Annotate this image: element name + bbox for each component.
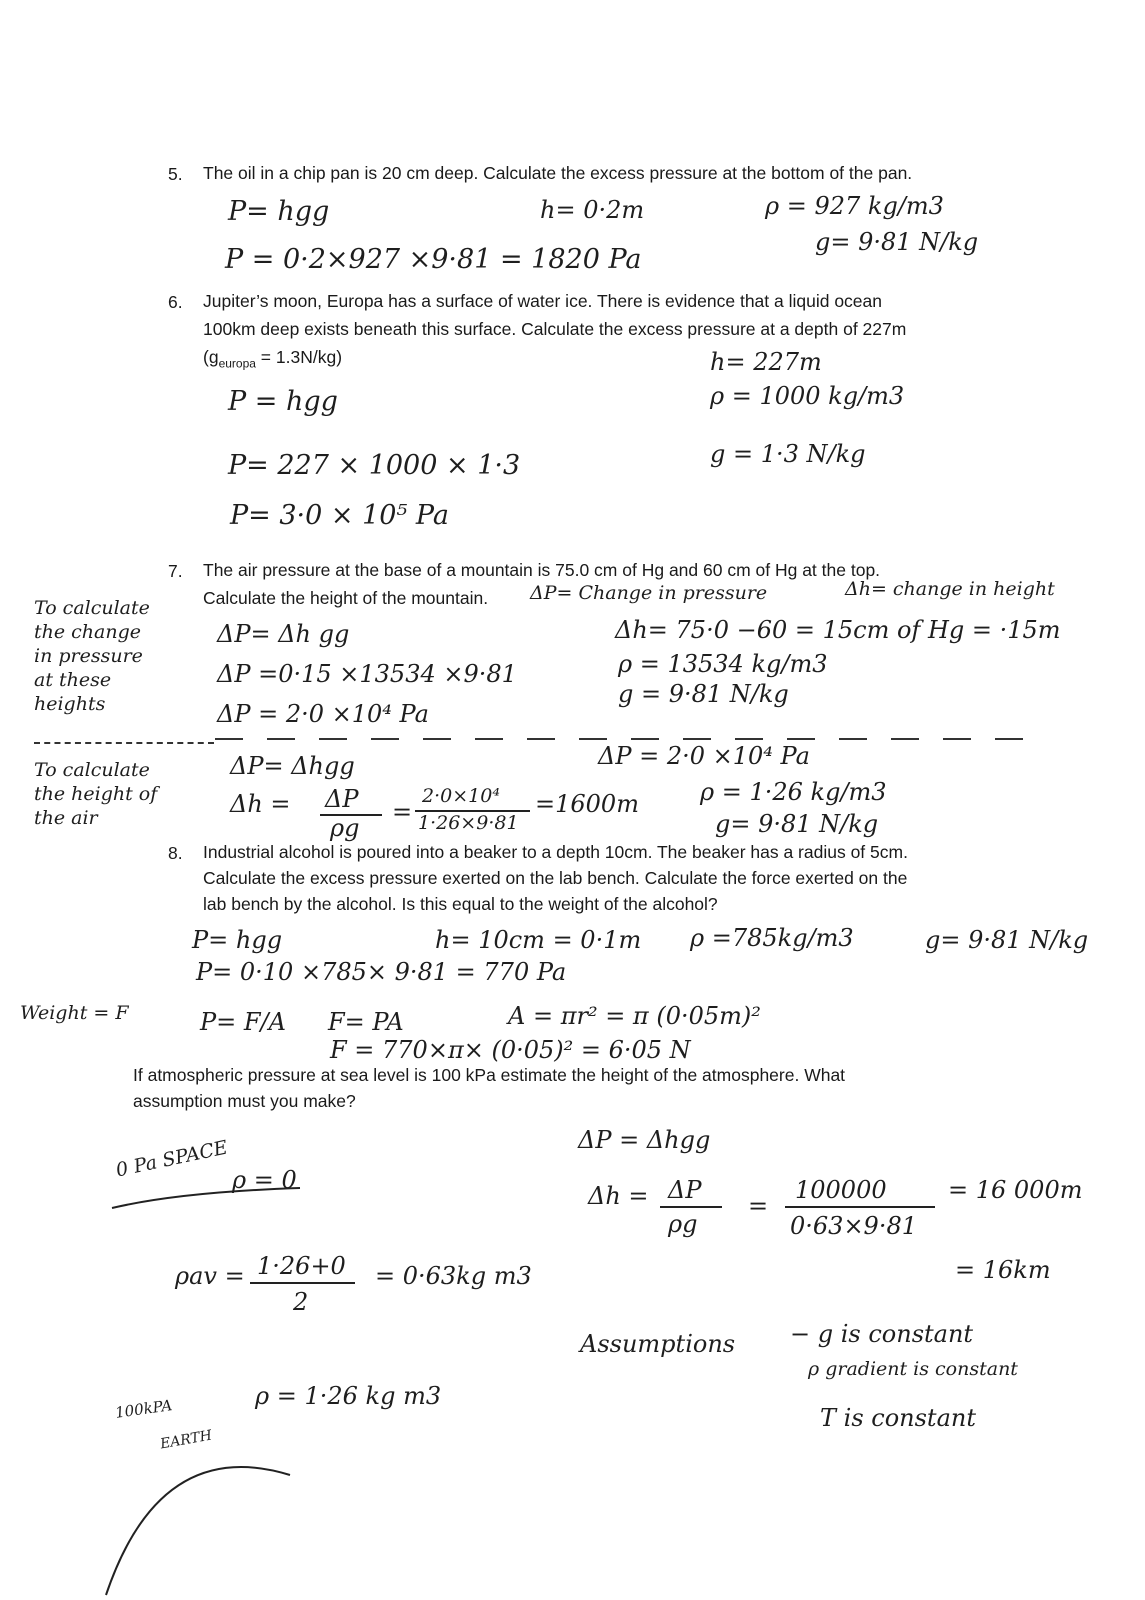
q7-g: g = 9·81 N/kg — [618, 680, 789, 708]
q5-number: 5. — [168, 164, 183, 184]
q5-rho: ρ = 927 kg/m3 — [765, 192, 944, 220]
q5-calc: P = 0·2×927 ×9·81 = 1820 Pa — [225, 244, 642, 275]
q9-rho-earth: ρ = 1·26 kg m3 — [255, 1382, 442, 1410]
q7-dp-formula2: ΔP= Δhgg — [230, 752, 355, 780]
q9-rho-zero: ρ = 0 — [232, 1166, 297, 1194]
separator-dashed-long — [215, 738, 1035, 740]
q9-dh-num: ΔP — [668, 1176, 702, 1204]
q8-margin-weight: Weight = F — [20, 1002, 129, 1024]
q9-line1: If atmospheric pressure at sea level is 100 kPa estimate the height of the atmosphere. What — [133, 1065, 846, 1085]
q7-dh-den: ρg — [330, 814, 360, 842]
q7-dh-result: =1600m — [535, 790, 639, 818]
q8-g: g= 9·81 N/kg — [925, 926, 1089, 954]
q8-line3: lab bench by the alcohol. Is this equal to the weight of the alcohol? — [203, 894, 718, 914]
q6-formula: P = hgg — [228, 386, 338, 417]
q7-dh-eq: = — [392, 798, 413, 826]
q9-dh-bar — [660, 1206, 722, 1208]
q9-rho-av-result: = 0·63kg m3 — [375, 1262, 532, 1290]
q9-assumption-2: ρ gradient is constant — [808, 1358, 1018, 1380]
q6-h: h= 227m — [710, 348, 822, 376]
q7-dh-num: ΔP — [325, 785, 359, 813]
q6-calc: P= 227 × 1000 × 1·3 — [228, 450, 521, 481]
q9-dh-lhs: Δh = — [588, 1182, 649, 1210]
q9-frac-num: 100000 — [795, 1176, 887, 1204]
q7-rho: ρ = 13534 kg/m3 — [618, 650, 828, 678]
q9-result2: = 16km — [955, 1256, 1051, 1284]
q7-def-dh: Δh= change in height — [845, 578, 1055, 600]
q9-earth-label: EARTH — [159, 1427, 214, 1453]
q7-def-dp: ΔP= Change in pressure — [530, 582, 768, 604]
q8-line1: Industrial alcohol is poured into a beaker to a depth 10cm. The beaker has a radius of 5cm. — [203, 842, 908, 862]
q9-space-label: 0 Pa SPACE — [113, 1136, 230, 1182]
separator-dashed — [34, 742, 214, 744]
q5-text: The oil in a chip pan is 20 cm deep. Calculate the excess pressure at the bottom of the pan. — [203, 163, 913, 183]
q5-g: g= 9·81 N/kg — [815, 228, 979, 256]
q7-dh-frac-den: 1·26×9·81 — [418, 812, 519, 834]
q9-result1: = 16 000m — [948, 1176, 1083, 1204]
q8-pfa: P= F/A — [200, 1008, 286, 1036]
q8-rho: ρ =785kg/m3 — [690, 924, 854, 952]
q7-dp-result: ΔP = 2·0 ×10⁴ Pa — [217, 700, 429, 728]
q9-rho-av-den: 2 — [293, 1288, 309, 1316]
q8-fpa: F= PA — [328, 1008, 404, 1036]
q9-frac-den: 0·63×9·81 — [790, 1212, 917, 1240]
q8-calc: P= 0·10 ×785× 9·81 = 770 Pa — [196, 958, 567, 986]
q8-area: A = πr² = π (0·05m)² — [508, 1002, 761, 1030]
q7-number: 7. — [168, 561, 183, 581]
q7-dh-value: Δh= 75·0 −60 = 15cm of Hg = ·15m — [615, 616, 1061, 644]
q7-dp-calc: ΔP =0·15 ×13534 ×9·81 — [217, 660, 517, 688]
q7-g2: g= 9·81 N/kg — [715, 810, 879, 838]
q9-earth-pressure: 100kPA — [114, 1396, 174, 1422]
q9-assumption-1: − g is constant — [790, 1320, 974, 1348]
q5-h: h= 0·2m — [540, 196, 645, 224]
q7-margin-note-2: To calculate the height of the air — [34, 759, 158, 829]
q6-g: g = 1·3 N/kg — [710, 440, 866, 468]
q7-dp-value2: ΔP = 2·0 ×10⁴ Pa — [598, 742, 810, 770]
q8-force: F = 770×π× (0·05)² = 6·05 N — [330, 1036, 691, 1064]
q9-line2: assumption must you make? — [133, 1091, 356, 1111]
q9-dp-formula: ΔP = Δhgg — [578, 1126, 711, 1154]
q7-dp-formula: ΔP= Δh gg — [217, 620, 350, 648]
q8-h: h= 10cm = 0·1m — [435, 926, 642, 954]
q9-assumptions-label: Assumptions — [580, 1330, 736, 1358]
q8-line2: Calculate the excess pressure exerted on the lab bench. Calculate the force exerted on the — [203, 868, 908, 888]
q9-rho-av-bar — [250, 1282, 355, 1284]
q7-dh-lhs: Δh = — [230, 790, 291, 818]
q6-number: 6. — [168, 292, 183, 312]
q9-frac-bar — [785, 1206, 935, 1208]
earth-arc — [100, 1395, 300, 1600]
q9-eq: = — [748, 1192, 769, 1220]
q7-dh-frac-num: 2·0×10⁴ — [422, 785, 500, 807]
q9-rho-av-lhs: ρav = — [175, 1262, 245, 1290]
q6-line3: $(g_{europa} = 1.3N/kg)$ — [203, 347, 343, 371]
q6-rho: ρ = 1000 kg/m3 — [710, 382, 905, 410]
q5-formula: P= hgg — [228, 196, 330, 227]
q9-assumption-3: T is constant — [820, 1404, 976, 1432]
q6-line2: 100km deep exists beneath this surface. Calculate the excess pressure at a depth of 227m — [203, 319, 907, 339]
q9-rho-av-num: 1·26+0 — [257, 1252, 346, 1280]
q6-line1: Jupiter’s moon, Europa has a surface of water ice. There is evidence that a liquid ocean — [203, 291, 883, 311]
q7-line2: Calculate the height of the mountain. — [203, 588, 489, 608]
q7-rho-air: ρ = 1·26 kg/m3 — [700, 778, 887, 806]
q8-number: 8. — [168, 843, 183, 863]
q9-dh-den: ρg — [668, 1210, 698, 1238]
q6-result: P= 3·0 × 10⁵ Pa — [230, 500, 449, 531]
q7-margin-note-1: To calculate the change in pressure at these heights — [34, 597, 150, 715]
q8-formula: P= hgg — [192, 926, 283, 954]
q7-line1: The air pressure at the base of a mountain is 75.0 cm of Hg and 60 cm of Hg at the top. — [203, 560, 881, 580]
